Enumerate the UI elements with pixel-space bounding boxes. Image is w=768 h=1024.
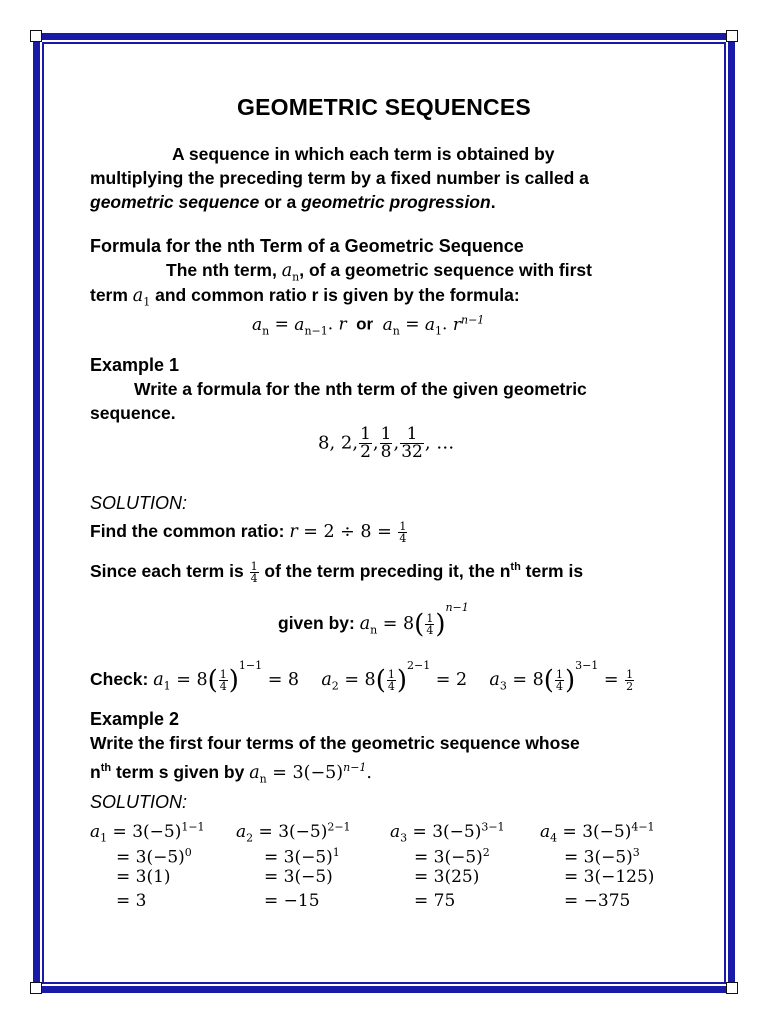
term-geometric-progression: geometric progression — [301, 192, 491, 212]
nth-term-formula: $a_n = a_{n-1}$. r or $a_n = a_1$. $r^{n-1}$ — [252, 313, 485, 338]
corner-ornament — [726, 982, 738, 994]
term-a3-def: $a_3 = 3(-5)^{3-1}$ — [390, 820, 505, 845]
corner-ornament — [726, 30, 738, 42]
term-geometric-sequence: geometric sequence — [90, 192, 260, 212]
solution-label-1: SOLUTION: — [90, 493, 188, 513]
intro-line-2: multiplying the preceding term by a fixed number is called a — [90, 168, 589, 188]
formula-text: and common ratio r is given by the formula: — [150, 285, 520, 305]
term-a2-def: $a_2 = 3(-5)^{2-1}$ — [236, 820, 351, 845]
term-a4-result: = −375 — [564, 891, 631, 911]
example-2-heading: Example 2 — [90, 709, 180, 729]
given-by-line: given by: $a_n = 8$( $\frac{1}{4}$ )$^{n-1}$ — [278, 601, 469, 640]
intro-line-1: A sequence in which each term is obtained by — [172, 144, 555, 164]
sequence-expression: 8, 2, $\frac{1}{2}$ , $\frac{1}{8}$ , $\frac{1}{32}$ , … — [318, 424, 455, 462]
formula-text: term — [90, 285, 133, 305]
term-a1-def: $a_1 = 3(-5)^{1-1}$ — [90, 820, 205, 845]
term-a1-result: = 3 — [116, 891, 147, 911]
math-a1: $a_1$ — [132, 286, 151, 309]
term-a2-result: = −15 — [264, 891, 320, 911]
term-a1-step1: = $3(-5)^0$ — [116, 846, 192, 868]
common-ratio-line: Find the common ratio: r = 2 ÷ 8 = $\frac{1}{4}$ — [90, 519, 407, 545]
formula-heading: Formula for the nth Term of a Geometric Sequence — [90, 236, 524, 256]
term-a2-step2: = 3(−5) — [264, 867, 333, 887]
term-a3-step1: = $3(-5)^2$ — [414, 846, 490, 868]
example-2-line-1: Write the first four terms of the geometric sequence whose — [90, 733, 580, 753]
term-a4-def: $a_4 = 3(-5)^{4-1}$ — [540, 820, 655, 845]
or-label: or — [356, 314, 374, 334]
formula-text: , of a geometric sequence with first — [299, 260, 592, 280]
check-line: Check: $a_1 = 8$( $\frac{1}{4}$ )$^{1-1}$ = 8 $a_2 = 8$( $\frac{1}{4}$ )$^{2-1}$ = 2 $a_3 = 8$( $\frac{1}{4}$ )$^{3-1}$ = $\frac{1}{2}$ — [90, 659, 634, 696]
intro-line-3 — [90, 190, 496, 214]
page-title: GEOMETRIC SEQUENCES — [237, 94, 531, 120]
term-a2-step1: = $3(-5)^1$ — [264, 846, 340, 868]
solution-label-2: SOLUTION: — [90, 792, 188, 812]
example-1-line-1: Write a formula for the nth term of the given geometric — [134, 379, 587, 399]
corner-ornament — [30, 30, 42, 42]
intro-or: or a — [259, 192, 302, 212]
example-1-line-2: sequence. — [90, 403, 176, 423]
term-a3-step2: = 3(25) — [414, 867, 480, 887]
term-a1-step2: = 3(1) — [116, 867, 171, 887]
example-1-heading: Example 1 — [90, 355, 180, 375]
math-an: $a_n$ — [281, 261, 300, 284]
formula-text: The nth term, — [166, 260, 282, 280]
term-a4-step1: = $3(-5)^3$ — [564, 846, 640, 868]
term-a4-step2: = 3(−125) — [564, 867, 655, 887]
intro-period: . — [490, 192, 496, 212]
corner-ornament — [30, 982, 42, 994]
since-line: Since each term is $\frac{1}{4}$ of the term preceding it, the $n^{th}$ term is — [90, 559, 584, 585]
term-a3-result: = 75 — [414, 891, 456, 911]
example-2-line-2: $n^{th}$ term s given by $a_n = 3(-5)^{n-1}$. — [90, 761, 372, 786]
